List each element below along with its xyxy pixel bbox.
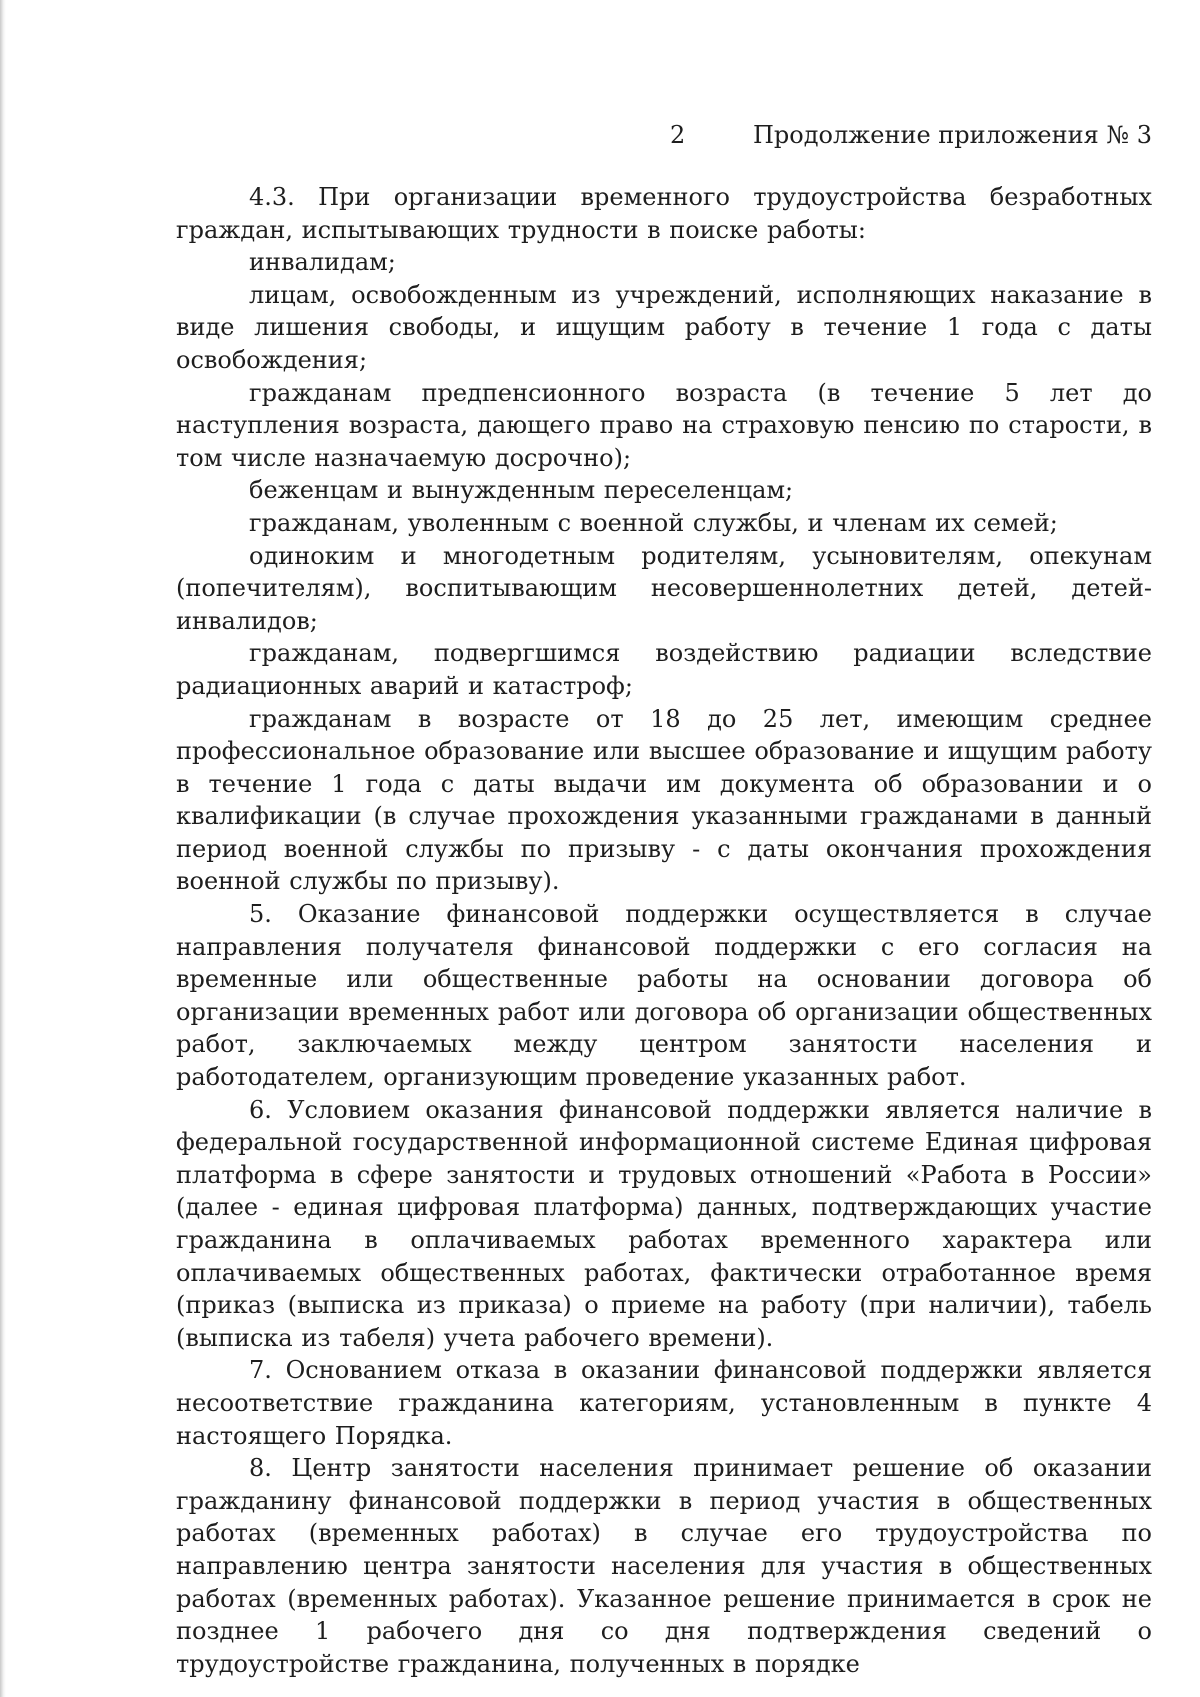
document-body xyxy=(176,181,1152,1680)
list-item-single-parents: одиноким и многодетным родителям, усыновителям, опекунам (попечителям), воспитывающим несовершеннолетних детей, детей-инвалидов; xyxy=(176,541,1152,635)
list-item-military-discharged: гражданам, уволенным с военной службы, и членам их семей; xyxy=(249,508,1058,537)
paragraph-6: 6. Условием оказания финансовой поддержки является наличие в федеральной государственной информационной системе Единая цифровая платформа в сфере занятости и трудовых отношений «Работа в России» (далее - единая цифровая платформа) данных, подтверждающих участие гражданина в оплачиваемых работах временного характера или оплачиваемых общественных работах, фактически отработанное время (приказ (выписка из приказа) о приеме на работу (при наличии), табель (выписка из табеля) учета рабочего времени). xyxy=(176,1095,1152,1352)
list-item-disabled: инвалидам; xyxy=(249,248,396,277)
paragraph-7: 7. Основанием отказа в оказании финансовой поддержки является несоответствие гражданина категориям, установленным в пункте 4 настоящего Порядка. xyxy=(176,1356,1152,1450)
list-item-young-graduates: гражданам в возрасте от 18 до 25 лет, имеющим среднее профессиональное образование или высшее образование и ищущим работу в течение 1 года с даты выдачи им документа об образовании и о квалификации (в случае прохождения указанными гражданами в данный период военной службы по призыву - с даты окончания прохождения военной службы по призыву). xyxy=(176,704,1152,896)
paragraph-8: 8. Центр занятости населения принимает решение об оказании гражданину финансовой поддержки в период участия в общественных работах (временных работах) в случае его трудоустройства по направлению центра занятости населения для участия в общественных работах (временных работах). Указанное решение принимается в срок не позднее 1 рабочего дня со дня подтверждения сведений о трудоустройстве гражданина, полученных в порядке xyxy=(176,1454,1152,1678)
page-number: 2 xyxy=(670,121,686,149)
appendix-continuation-label: Продолжение приложения № 3 xyxy=(752,121,1152,149)
list-item-radiation-exposed: гражданам, подвергшимся воздействию радиации вследствие радиационных аварий и катастроф; xyxy=(176,639,1152,700)
list-item-released-persons: лицам, освобожденным из учреждений, исполняющих наказание в виде лишения свободы, и ищущим работу в течение 1 года с даты освобождения; xyxy=(176,280,1152,374)
page-header xyxy=(176,120,1152,150)
paragraph-5: 5. Оказание финансовой поддержки осуществляется в случае направления получателя финансовой поддержки с его согласия на временные или общественные работы на основании договора об организации временных работ или договора об организации общественных работ, заключаемых между центром занятости населения и работодателем, организующим проведение указанных работ. xyxy=(176,900,1152,1092)
paragraph-4-3: 4.3. При организации временного трудоустройства безработных граждан, испытывающих трудности в поиске работы: xyxy=(176,183,1152,244)
list-item-pre-retirement: гражданам предпенсионного возраста (в течение 5 лет до наступления возраста, дающего право на страховую пенсию по старости, в том числе назначаемую досрочно); xyxy=(176,378,1152,472)
scan-edge-shadow xyxy=(0,0,6,1697)
list-item-refugees: беженцам и вынужденным переселенцам; xyxy=(249,476,794,505)
